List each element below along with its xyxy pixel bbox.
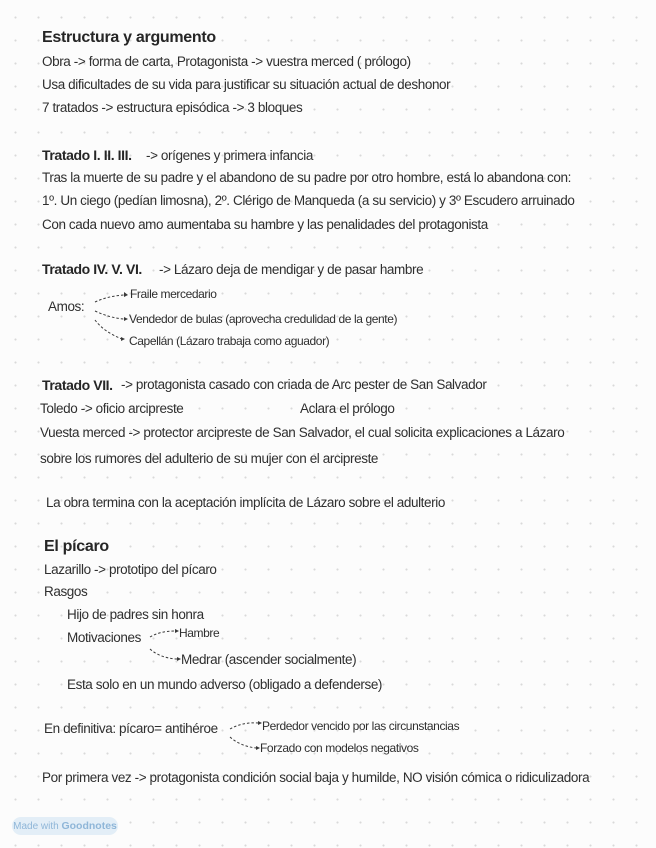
amos-label: Amos:	[48, 299, 85, 314]
tratado-heading-2-rest: -> Lázaro deja de mendigar y de pasar hambre	[159, 262, 424, 277]
arrow-hambre	[150, 631, 175, 637]
text-line: Por primera vez -> protagonista condición social baja y humilde, NO visión cómica o ridiculizadora	[42, 770, 590, 785]
goodnotes-logo: Goodnotes	[61, 820, 117, 832]
tratado-heading-2: Tratado IV. V. VI.	[42, 261, 142, 277]
tratado-heading-1: Tratado I. II. III.	[42, 147, 132, 163]
text-line: 1º. Un ciego (pedían limosna), 2º. Clérigo de Manqueda (a su servicio) y 3º Escudero arruinado	[42, 193, 575, 208]
text-line: Aclara el prólogo	[300, 401, 395, 416]
text-line: sobre los rumores del adulterio de su mujer con el arcipreste	[40, 451, 379, 466]
text-line: Hijo de padres sin honra	[67, 607, 204, 622]
section-title-estructura: Estructura y argumento	[42, 29, 216, 46]
text-line: 7 tratados -> estructura episódica -> 3 bloques	[42, 100, 303, 115]
text-line: Rasgos	[44, 584, 88, 599]
text-line: Usa dificultades de su vida para justificar su situación actual de deshonor	[42, 77, 451, 92]
arrow-amo3	[95, 320, 122, 339]
tratado-heading-3-rest: -> protagonista casado con criada de Arc pester de San Salvador	[121, 377, 487, 392]
goodnotes-badge	[12, 817, 118, 835]
text-line: Obra -> forma de carta, Protagonista -> vuestra merced ( prólogo)	[42, 54, 411, 69]
arrow-perdedor	[230, 723, 258, 729]
branch-item: Perdedor vencido por las circunstancias	[262, 719, 460, 733]
arrow-forzado	[230, 737, 256, 748]
amo-item: Capellán (Lázaro trabaja como aguador)	[129, 334, 330, 348]
branch-item: Medrar (ascender socialmente)	[181, 652, 357, 667]
amo-item: Vendedor de bulas (aprovecha credulidad de la gente)	[129, 312, 398, 326]
text-line: En definitiva: pícaro= antihéroe	[44, 721, 218, 736]
arrow-amo2	[95, 311, 124, 319]
arrow-medrar	[150, 649, 177, 659]
arrow-amo1	[95, 295, 124, 302]
section-title-picaro: El pícaro	[44, 538, 109, 555]
amo-item: Fraile mercedario	[130, 287, 217, 301]
text-line: Toledo -> oficio arcipreste	[40, 401, 184, 416]
tratado-heading-1-rest: -> orígenes y primera infancia	[146, 148, 313, 163]
text-line: Lazarillo -> prototipo del pícaro	[44, 562, 217, 577]
tratado-heading-3: Tratado VII.	[42, 377, 113, 393]
text-line: Vuesta merced -> protector arcipreste de San Salvador, el cual solicita explicaciones a Lázaro	[40, 425, 565, 440]
text-line: Tras la muerte de su padre y el abandono de su padre por otro hombre, está lo abandona con:	[42, 170, 571, 185]
made-with-label: Made with	[13, 821, 59, 832]
text-line: Con cada nuevo amo aumentaba su hambre y las penalidades del protagonista	[42, 217, 488, 232]
text-line: Esta solo en un mundo adverso (obligado a defenderse)	[67, 677, 383, 692]
branch-item: Forzado con modelos negativos	[260, 741, 419, 755]
branch-item: Hambre	[179, 626, 220, 640]
text-line: La obra termina con la aceptación implícita de Lázaro sobre el adulterio	[46, 495, 445, 510]
text-line: Motivaciones	[67, 630, 141, 645]
